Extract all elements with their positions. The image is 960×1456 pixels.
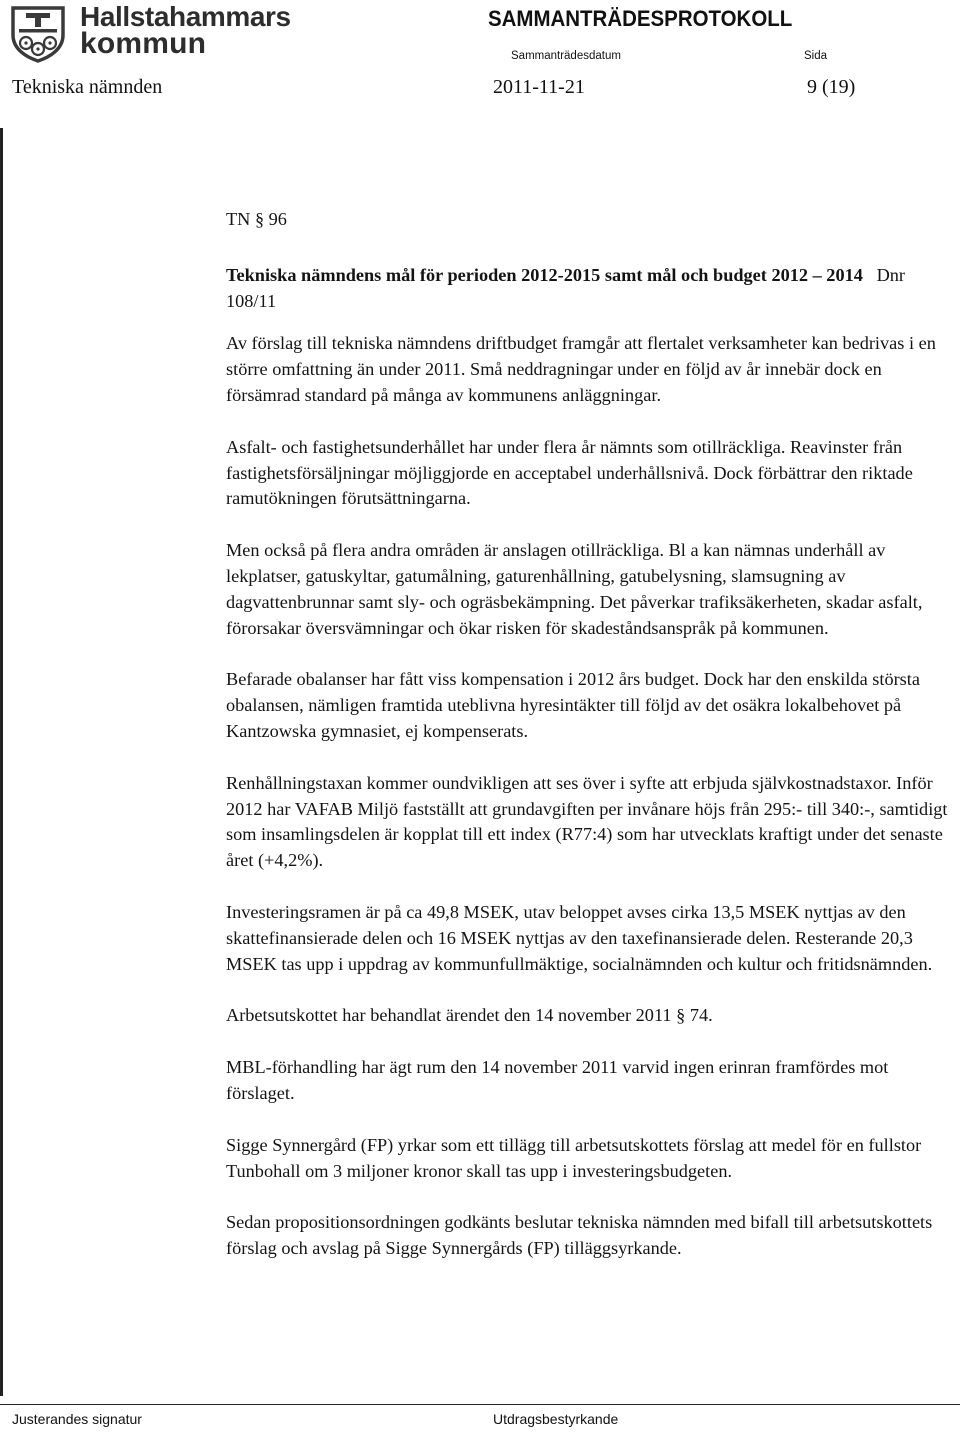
body-paragraph: Befarade obalanser har fått viss kompensation i 2012 års budget. Dock har den enskilda största obalansen, nämligen framtida uteblivna hyresintäkter till följd av det osäkra lokalbehovet på Kantzowska gymnasiet, ej kompenserats. [226, 669, 920, 741]
excerpt-label: Utdragsbestyrkande [493, 1411, 619, 1427]
body-paragraph: Sedan propositionsordningen godkänts beslutar tekniska nämnden med bifall till arbetsutskottets förslag och avslag på Sigge Synnergårds (FP) tilläggsyrkande. [226, 1212, 933, 1259]
body-paragraph: Men också på flera andra områden är anslagen otillräckliga. Bl a kan nämnas underhåll av lekplatser, gatuskyltar, gatumålning, gaturenhållning, gatubelysning, slamsugning av dagvattenbrunnar samt sly- och ogräsbekämpning. Det påverkar trafiksäkerheten, skadar asfalt, förorsakar översvämningar och ökar risken för skadeståndsanspråk på kommunen. [226, 540, 923, 638]
body-paragraph: Renhållningstaxan kommer oundvikligen att ses över i syfte att erbjuda självkostnadstaxor. Inför 2012 har VAFAB Miljö fastställt att grundavgiften per invånare höjs från 295:- till 340:-, samtidigt som insamlingsdelen är kopplat till ett index (R77:4) som har utvecklats kraftigt under det senaste året (+4,2%). [226, 772, 948, 871]
body-paragraph: Av förslag till tekniska nämndens driftbudget framgår att flertalet verksamheter kan bedrivas i en större omfattning än under 2011. Små neddragningar under en följd av år innebär dock en försämrad standard på många av kommunens anläggningar. [226, 333, 936, 405]
committee-name: Tekniska nämnden [12, 76, 163, 98]
logo-wordmark [80, 1, 291, 60]
page-label: Sida [804, 50, 828, 62]
document-title: SAMMANTRÄDESPROTOKOLL [488, 6, 793, 31]
item-dnr: Dnr 108/11 [226, 264, 906, 311]
body-paragraph: Sigge Synnergård (FP) yrkar som ett tillägg till arbetsutskottets förslag att medel för en fullstor Tunbohall om 3 miljoner kronor skall tas upp i investeringsbudgeten. [226, 1134, 922, 1181]
body-paragraph: Investeringsramen är på ca 49,8 MSEK, utav beloppet avses cirka 13,5 MSEK nyttjas av den skattefinansierade delen och 16 MSEK nyttjas av den taxefinansierade delen. Resterande 20,3 MSEK tas upp i uppdrag av kommunfullmäktige, socialnämnden och kultur och fritidsnämnden. [226, 901, 933, 974]
left-margin-rule [0, 128, 3, 1396]
logo-line-2: kommun [80, 27, 207, 60]
footer-rule [0, 1404, 960, 1405]
item-number: TN § 96 [226, 209, 287, 229]
meeting-date: 2011-11-21 [493, 76, 585, 98]
body-paragraph: Arbetsutskottet har behandlat ärendet den 14 november 2011 § 74. [226, 1005, 713, 1026]
coat-of-arms-icon [10, 5, 66, 63]
logo-line-1: Hallstahammars [80, 1, 291, 32]
municipality-logo [10, 1, 291, 67]
protocol-body [226, 207, 954, 1288]
signature-label: Justerandes signatur [12, 1411, 142, 1427]
item-title: Tekniska nämndens mål för perioden 2012-2015 samt mål och budget 2012 – 2014 [226, 264, 863, 285]
page-number: 9 (19) [807, 76, 856, 98]
body-paragraph: MBL-förhandling har ägt rum den 14 november 2011 varvid ingen erinran framfördes mot förslaget. [226, 1057, 889, 1103]
date-label: Sammanträdesdatum [511, 50, 621, 62]
body-paragraph: Asfalt- och fastighetsunderhållet har under flera år nämnts som otillräckliga. Reavinster från fastighetsförsäljningar möjliggjorde en acceptabel underhållsnivå. Dock förbättrar den riktade ramutökningen förutsättningarna. [226, 436, 913, 509]
item-heading [226, 263, 954, 315]
